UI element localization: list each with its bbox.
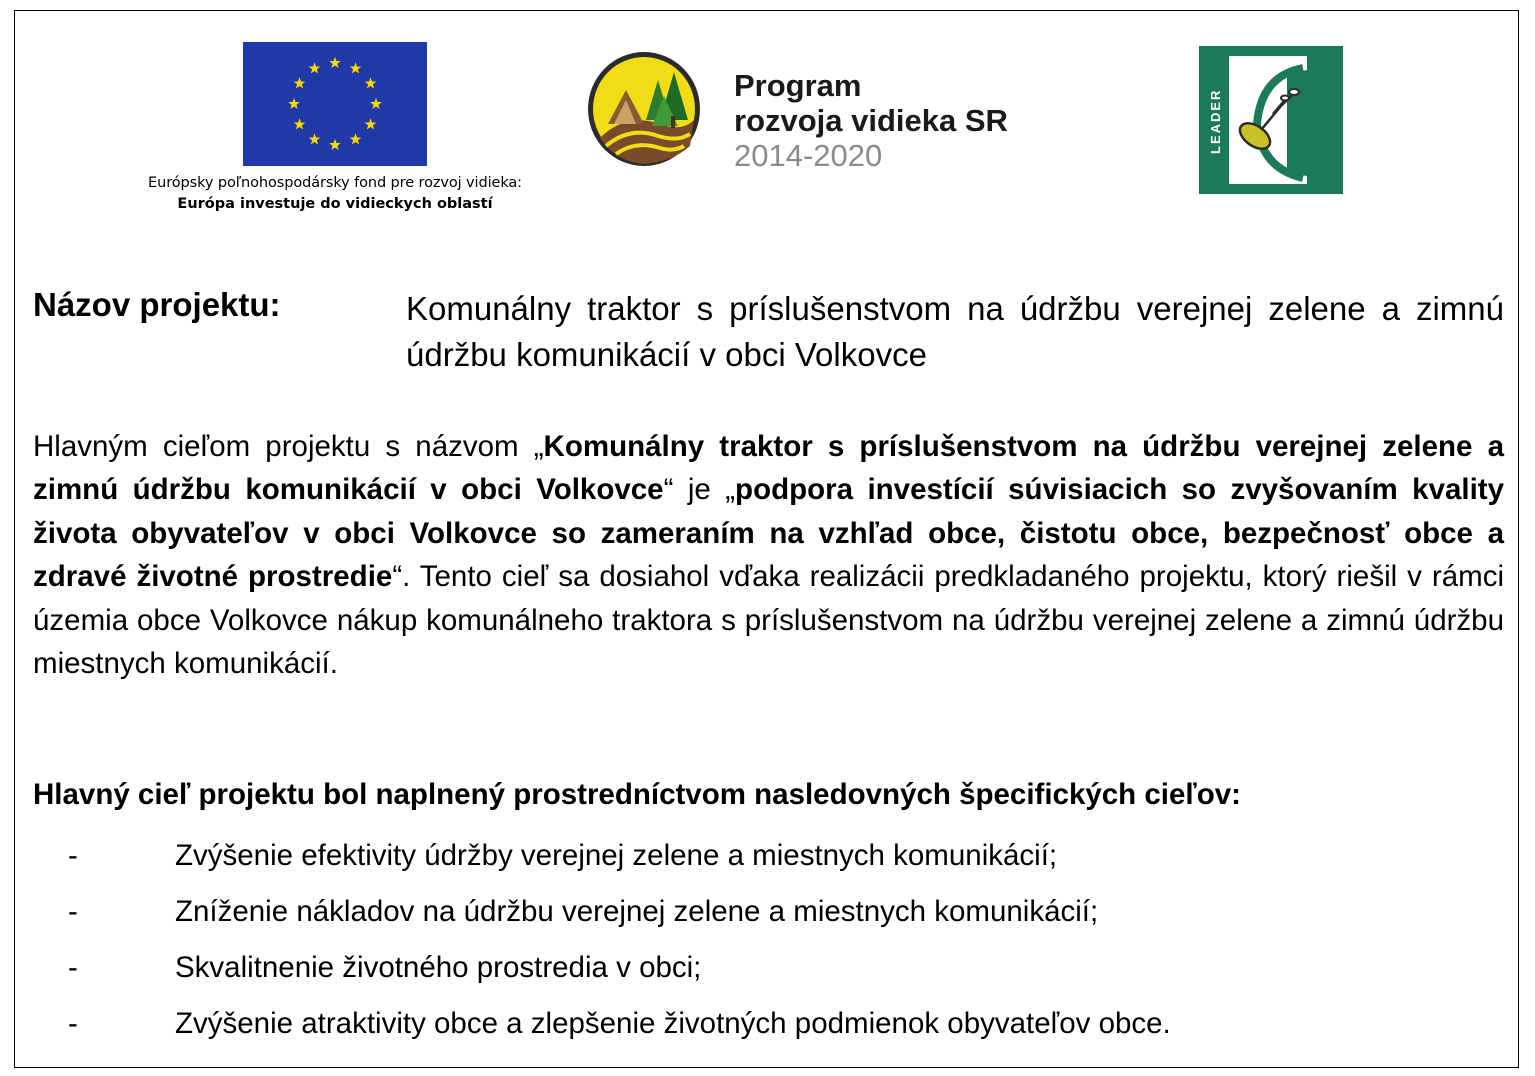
prv-logo-block	[586, 50, 1066, 180]
leader-logo-icon	[1199, 46, 1343, 194]
paragraph-intro: Hlavným cieľom projektu s názvom „	[33, 430, 544, 463]
bullet-dash: -	[68, 839, 78, 872]
bullet-dash: -	[68, 895, 78, 928]
prv-text	[734, 68, 1008, 173]
paragraph-goal: podpora investícií súvisiacich so zvyšovaním kvality života obyvateľov v obci Volkovce so zameraním na vzhľad obce, čistotu obce, bezpečnosť obce a zdravé životné prostredie	[33, 473, 1505, 594]
bullet-dash: -	[68, 1007, 78, 1040]
goal-text: Zvýšenie atraktivity obce a zlepšenie životných podmienok obyvateľov obce.	[175, 1007, 1171, 1040]
project-title: Komunálny traktor s príslušenstvom na údržbu verejnej zelene a zimnú údržbu komunikácií v obci Volkovce	[406, 290, 1504, 373]
paragraph-outro: “. Tento cieľ sa dosiahol vďaka realizácii predkladaného projektu, ktorý riešil v rámci územia obce Volkovce nákup komunálneho traktora s príslušenstvom na údržbu verejnej zelene a zimnú údržbu miestnych komunikácií.	[33, 560, 1504, 681]
eu-caption-line2: Európa investuje do vidieckych oblastí	[177, 196, 493, 212]
goal-text: Zvýšenie efektivity údržby verejnej zelene a miestnych komunikácií;	[175, 839, 1058, 872]
prv-line3: 2014-2020	[734, 138, 883, 173]
goal-text: Skvalitnenie životného prostredia v obci;	[175, 951, 702, 984]
paragraph-project-name: Komunálny traktor s príslušenstvom na údržbu verejnej zelene a zimnú údržbu komunikácií v obci Volkovce	[33, 430, 1504, 507]
prv-emblem-icon	[586, 50, 702, 168]
project-label: Názov projektu:	[33, 286, 281, 323]
goal-text: Zníženie nákladov na údržbu verejnej zelene a miestnych komunikácií;	[175, 895, 1099, 928]
paragraph-connector: “ je „	[663, 473, 736, 507]
goals-heading: Hlavný cieľ projektu bol naplnený prostredníctvom nasledovných špecifických cieľov:	[33, 778, 1242, 811]
eu-logo-block	[100, 42, 570, 212]
prv-line2: rozvoja vidieka SR	[734, 103, 1008, 138]
eu-flag-icon	[243, 42, 427, 166]
leader-logo-text: LEADER	[1208, 88, 1223, 154]
main-paragraph	[33, 425, 1504, 685]
bullet-dash: -	[68, 951, 78, 984]
eu-caption-line1: Európsky poľnohospodársky fond pre rozvoj vidieka:	[148, 175, 522, 191]
prv-line1: Program	[734, 68, 862, 103]
